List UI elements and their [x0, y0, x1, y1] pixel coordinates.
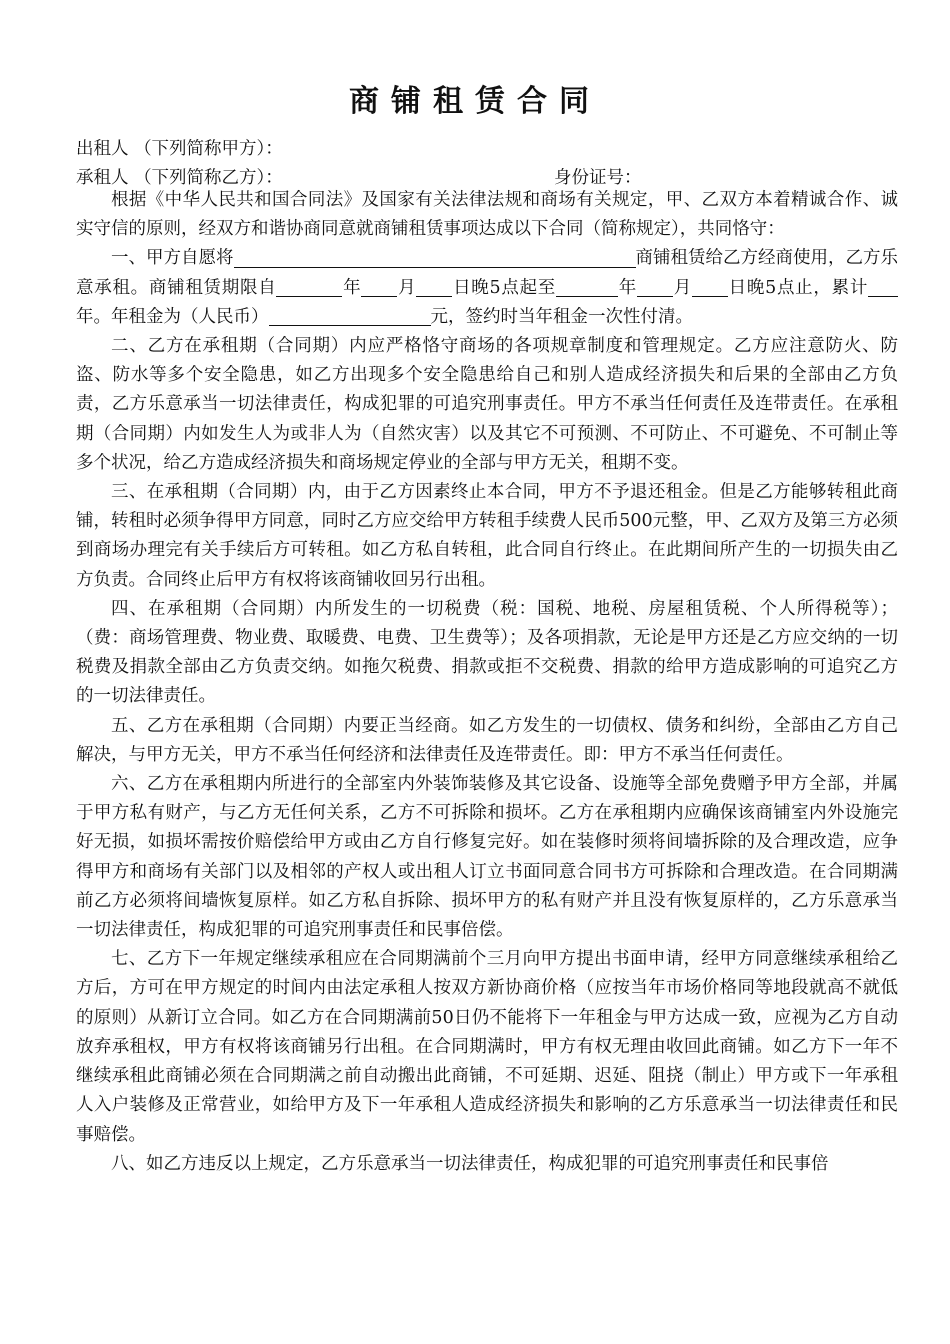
- end-month-blank: [637, 278, 673, 297]
- clause-1-text: 月: [672, 277, 692, 298]
- premises-blank: [234, 248, 636, 267]
- clause-1-text: 商铺租赁给乙方经商使用，乙方乐意承租。商铺租赁期限自: [76, 248, 898, 298]
- lessor-line: 出租人 （下列简称甲方）：: [76, 139, 283, 159]
- clause-7: 七、乙方下一年规定继续承租应在合同期满前个三月向甲方提出书面申请，经甲方同意继续承租给乙方后，方可在甲方规定的时间内由法定承租人按双方新协商价格（应按当年市场价格同等地段就高不就低的原则）从新订立合同。如乙方在合同期满前50日仍不能将下一年租金与甲方达成一致，应视为乙方自动放弃承租权，甲方有权将该商铺另行出租。在合同期满时，甲方有权无理由收回此商铺。如乙方下一年不继续承租此商铺必须在合同期满之前自动搬出此商铺，不可延期、迟延、阻挠（制止）甲方或下一年承租人入户装修及正常营业，如给甲方及下一年承租人造成经济损失和影响的乙方乐意承当一切法律责任和民事赔偿。: [76, 949, 898, 1145]
- clause-1: [76, 244, 898, 332]
- id-number-label: 身份证号：: [554, 168, 642, 188]
- clause-1-text: 月: [397, 277, 417, 298]
- intro-paragraph: 根据《中华人民共和国合同法》及国家有关法律法规和商场有关规定，甲、乙双方本着精诚合作、诚实守信的原则，经双方和谐协商同意就商铺租赁事项达成以下合同（简称规定），共同恪守：: [76, 190, 898, 240]
- clause-1-text: 一、甲方自愿将: [111, 248, 234, 269]
- clause-8: 八、如乙方违反以上规定，乙方乐意承当一切法律责任，构成犯罪的可追究刑事责任和民事倍: [111, 1153, 829, 1174]
- clause-1-text: 年: [618, 277, 637, 298]
- clause-4: 四、在承租期（合同期）内所发生的一切税费（税：国税、地税、房屋租赁税、个人所得税等）；（费：商场管理费、物业费、取暖费、电费、卫生费等）；及各项捐款，无论是甲方还是乙方应交纳的一切税费及捐款全部由乙方负责交纳。如拖欠税费、捐款或拒不交税费、捐款的给甲方造成影响的可追究乙方的一切法律责任。: [76, 598, 898, 707]
- total-years-blank: [868, 278, 898, 297]
- clause-1-text: 元，签约时当年租金一次性付清。: [430, 306, 693, 327]
- end-day-blank: [692, 278, 728, 297]
- clause-3: 三、在承租期（合同期）内，由于乙方因素终止本合同，甲方不予退还租金。但是乙方能够转租此商铺，转租时必须争得甲方同意，同时乙方应交给甲方转租手续费人民币500元整，甲、乙双方及第三方必须到商场办理完有关手续后方可转租。如乙方私自转租，此合同自行终止。在此期间所产生的一切损失由乙方负责。合同终止后甲方有权将该商铺收回另行出租。: [76, 482, 898, 590]
- start-year-blank: [276, 278, 342, 297]
- contract-body: [76, 186, 898, 1179]
- end-year-blank: [556, 278, 618, 297]
- clause-1-text: 日晚5点止，累计: [727, 277, 869, 298]
- clause-1-text: 年。年租金为（人民币）: [76, 306, 269, 327]
- page-title: 商铺租赁合同: [349, 84, 601, 119]
- clause-1-text: 年: [342, 277, 362, 298]
- clause-5: 五、乙方在承租期（合同期）内要正当经商。如乙方发生的一切债权、债务和纠纷，全部由乙方自己解决，与甲方无关，甲方不承当任何经济和法律责任及连带责任。即：甲方不承当任何责任。: [76, 715, 898, 765]
- start-month-blank: [361, 278, 397, 297]
- start-day-blank: [416, 278, 452, 297]
- clause-6: 六、乙方在承租期内所进行的全部室内外装饰装修及其它设备、设施等全部免费赠予甲方全部，并属于甲方私有财产，与乙方无任何关系，乙方不可拆除和损坏。乙方在承租期内应确保该商铺室内外设施完好无损，如损坏需按价赔偿给甲方或由乙方自行修复完好。如在装修时须将间墙拆除的及合理改造，应争得甲方和商场有关部门以及相邻的产权人或出租人订立书面同意合同书方可拆除和合理改造。在合同期满前乙方必须将间墙恢复原样。如乙方私自拆除、损坏甲方的私有财产并且没有恢复原样的，乙方乐意承当一切法律责任，构成犯罪的可追究刑事责任和民事倍偿。: [76, 774, 898, 941]
- clause-2: 二、乙方在承租期（合同期）内应严格恪守商场的各项规章制度和管理规定。乙方应注意防火、防盗、防水等多个安全隐患，如乙方出现多个安全隐患给自己和别人造成经济损失和后果的全部由乙方负责，乙方乐意承当一切法律责任，构成犯罪的可追究刑事责任。甲方不承当任何责任及连带责任。在承租期（合同期）内如发生人为或非人为（自然灾害）以及其它不可预测、不可防止、不可避免、不可制止等多个状况，给乙方造成经济损失和商场规定停业的全部与甲方无关，租期不变。: [76, 336, 898, 473]
- lessee-line: 承租人 （下列简称乙方）：: [76, 168, 283, 188]
- clause-1-text: 日晚5点起至: [452, 277, 557, 298]
- rent-amount-blank: [269, 307, 431, 326]
